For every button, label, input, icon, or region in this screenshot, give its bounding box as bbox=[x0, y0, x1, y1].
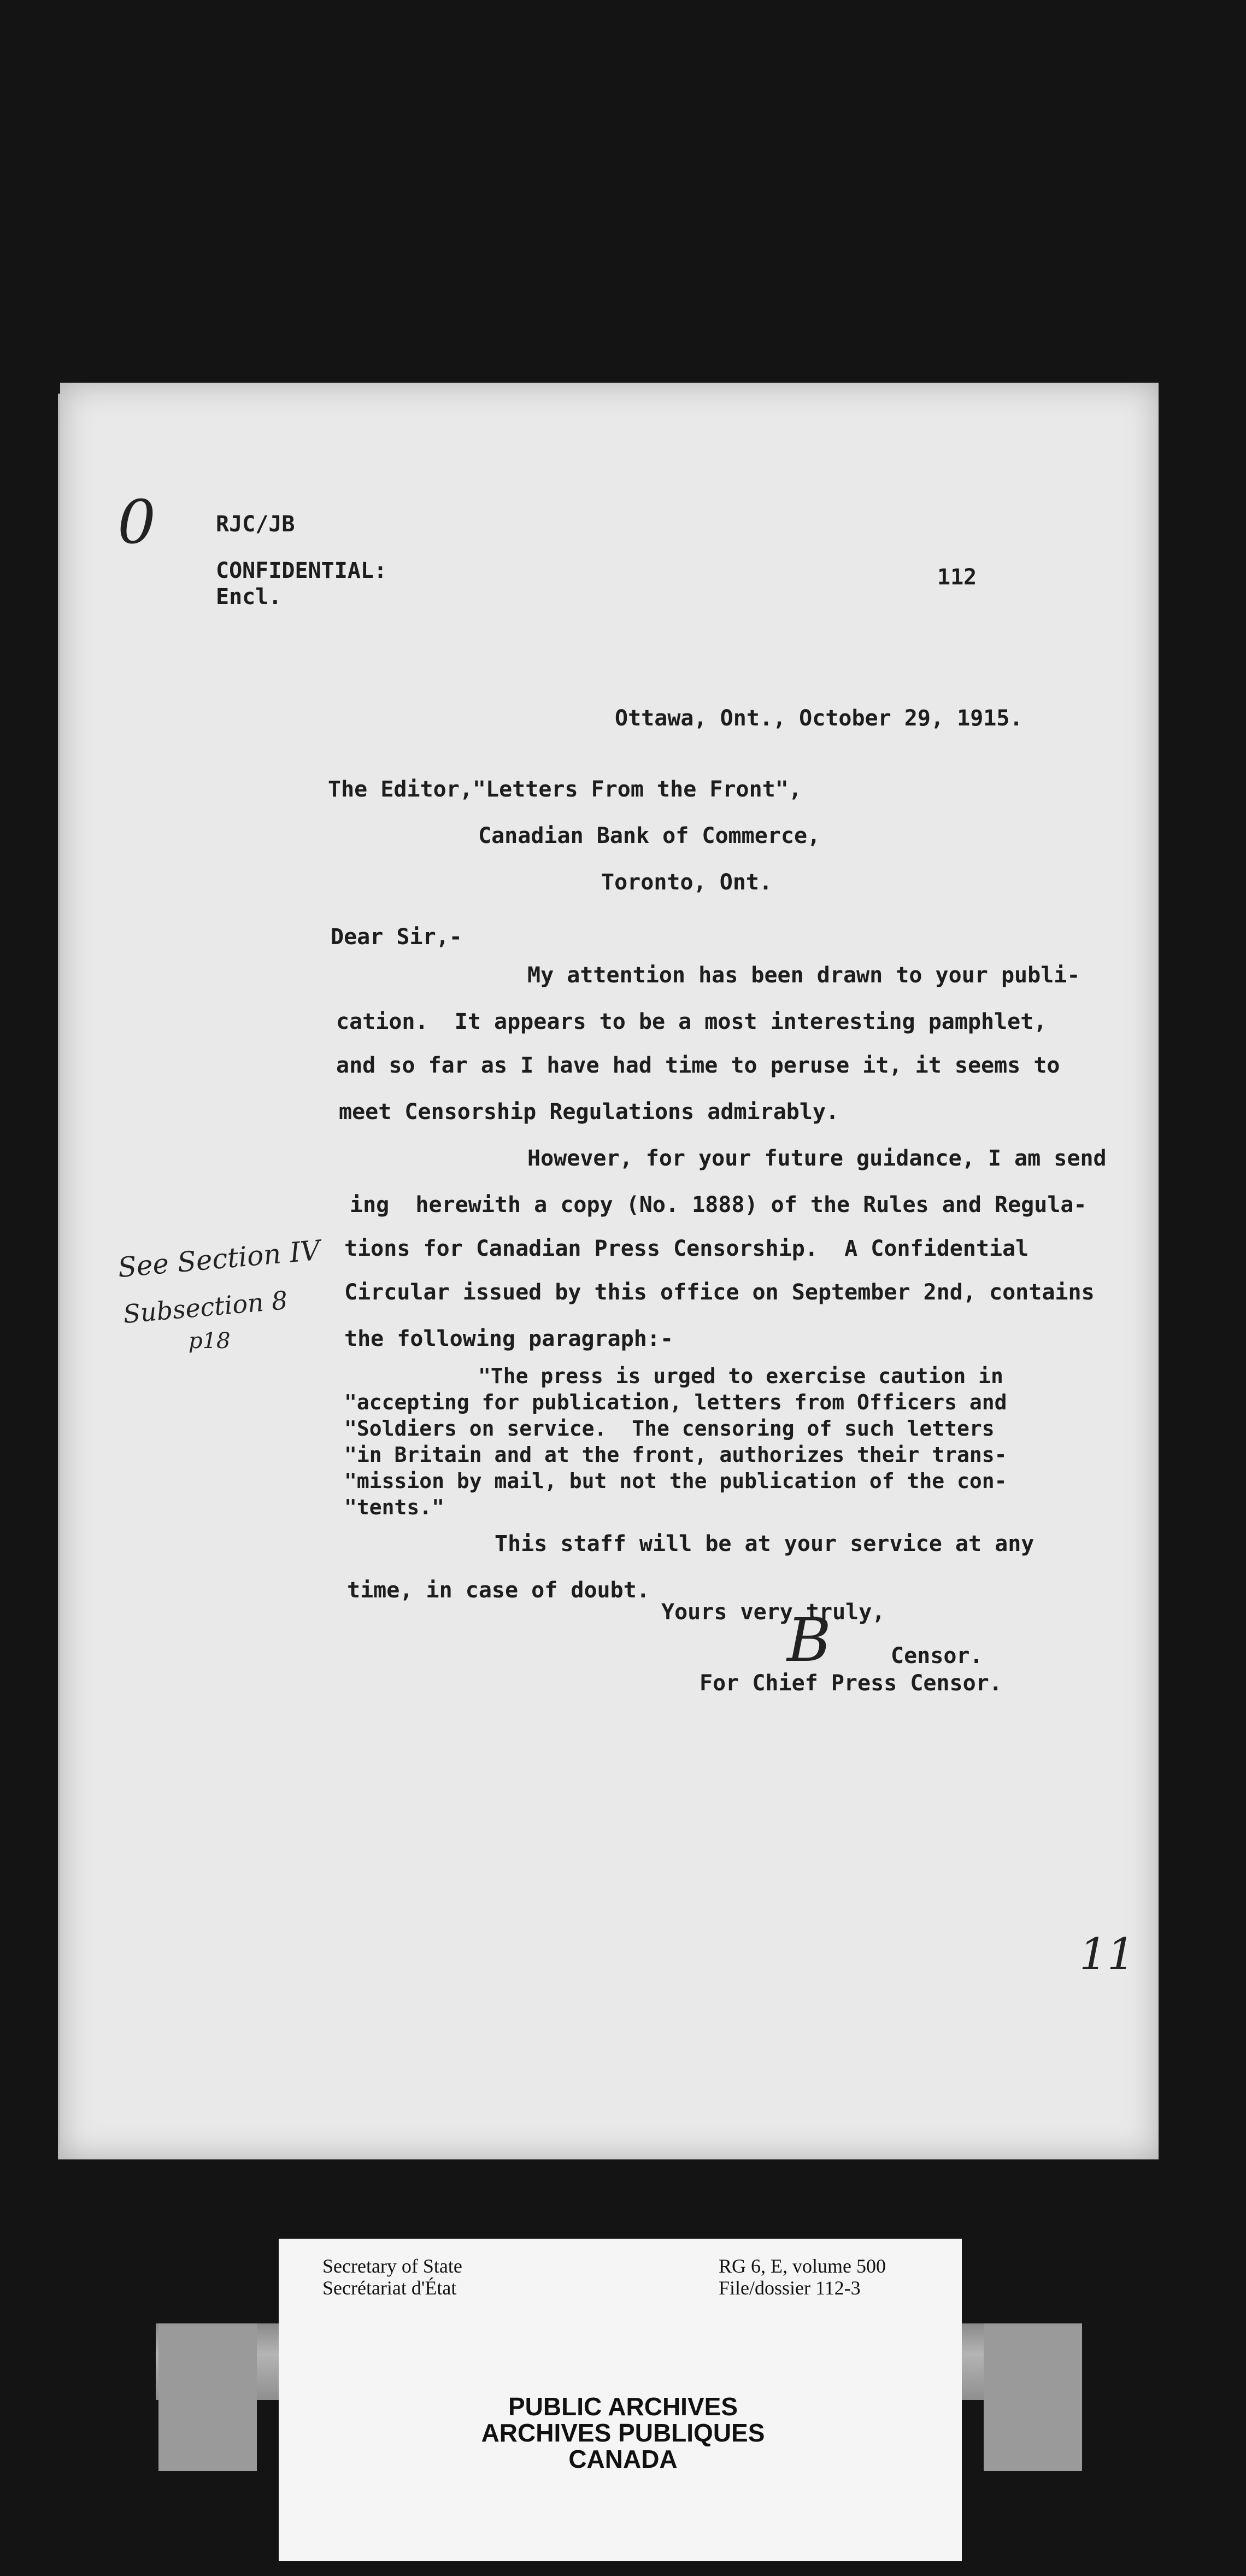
address-line-3: Toronto, Ont. bbox=[601, 870, 773, 895]
salutation: Dear Sir,- bbox=[331, 924, 462, 950]
archives-title-line-3: CANADA bbox=[568, 2445, 678, 2473]
archives-title-line-1: PUBLIC ARCHIVES bbox=[508, 2392, 738, 2421]
body-p1-line-4: meet Censorship Regulations admirably. bbox=[339, 1099, 839, 1125]
body-p3-line-1: This staff will be at your service at any bbox=[495, 1531, 1035, 1556]
body-p2-line-3: tions for Canadian Press Censorship. A Confidential bbox=[344, 1236, 1029, 1261]
signer-title: Censor. bbox=[891, 1643, 983, 1668]
archive-tab-right bbox=[984, 2323, 1082, 2471]
archive-tab-left bbox=[158, 2323, 257, 2471]
body-p1-line-1: My attention has been drawn to your publi- bbox=[527, 963, 1080, 988]
quotation-line-1: "The press is urged to exercise caution in bbox=[478, 1364, 1003, 1388]
signature: B bbox=[787, 1605, 831, 1675]
margin-note-line-1: See Section IV bbox=[116, 1234, 322, 1284]
body-p2-line-1: However, for your future guidance, I am send bbox=[527, 1146, 1107, 1171]
corner-mark: 11 bbox=[1079, 1929, 1135, 1980]
body-p2-line-5: the following paragraph:- bbox=[344, 1326, 674, 1351]
body-p2-line-4: Circular issued by this office on September 2nd, contains bbox=[344, 1280, 1095, 1305]
quotation-line-4: "in Britain and at the front, authorizes their trans- bbox=[344, 1443, 1007, 1467]
label-dept-fr: Secrétariat d'État bbox=[322, 2277, 457, 2299]
quotation-line-3: "Soldiers on service. The censoring of such letters bbox=[344, 1416, 995, 1441]
body-p3-line-2: time, in case of doubt. bbox=[347, 1578, 650, 1603]
page-mark: 0 bbox=[117, 487, 156, 557]
quotation-line-5: "mission by mail, but not the publication of the con- bbox=[344, 1469, 1007, 1493]
quotation-line-2: "accepting for publication, letters from Officers and bbox=[344, 1390, 1007, 1414]
label-reference: RG 6, E, volume 500 bbox=[719, 2255, 886, 2277]
label-file: File/dossier 112-3 bbox=[719, 2277, 861, 2299]
signer-office: For Chief Press Censor. bbox=[700, 1671, 1002, 1696]
quotation-line-6: "tents." bbox=[344, 1495, 445, 1519]
body-p1-line-2: cation. It appears to be a most interesting pamphlet, bbox=[336, 1009, 1047, 1034]
body-p1-line-3: and so far as I have had time to peruse it, it seems to bbox=[336, 1053, 1060, 1078]
reference-code: RJC/JB bbox=[216, 512, 295, 537]
address-line-2: Canadian Bank of Commerce, bbox=[478, 823, 821, 848]
archives-title-line-2: ARCHIVES PUBLIQUES bbox=[481, 2419, 765, 2447]
closing: Yours very truly, bbox=[661, 1600, 885, 1625]
margin-note-line-2: Subsection 8 bbox=[122, 1285, 289, 1330]
body-p2-line-2: ing herewith a copy (No. 1888) of the Rules and Regula- bbox=[350, 1192, 1087, 1217]
dateline: Ottawa, Ont., October 29, 1915. bbox=[615, 706, 1023, 731]
enclosure-label: Encl. bbox=[216, 584, 282, 610]
label-dept-en: Secretary of State bbox=[322, 2255, 462, 2277]
margin-note-line-3: p18 bbox=[189, 1328, 231, 1354]
confidential-label: CONFIDENTIAL: bbox=[216, 558, 387, 583]
address-line-1: The Editor,"Letters From the Front", bbox=[328, 777, 802, 802]
page-number: 112 bbox=[937, 565, 977, 590]
